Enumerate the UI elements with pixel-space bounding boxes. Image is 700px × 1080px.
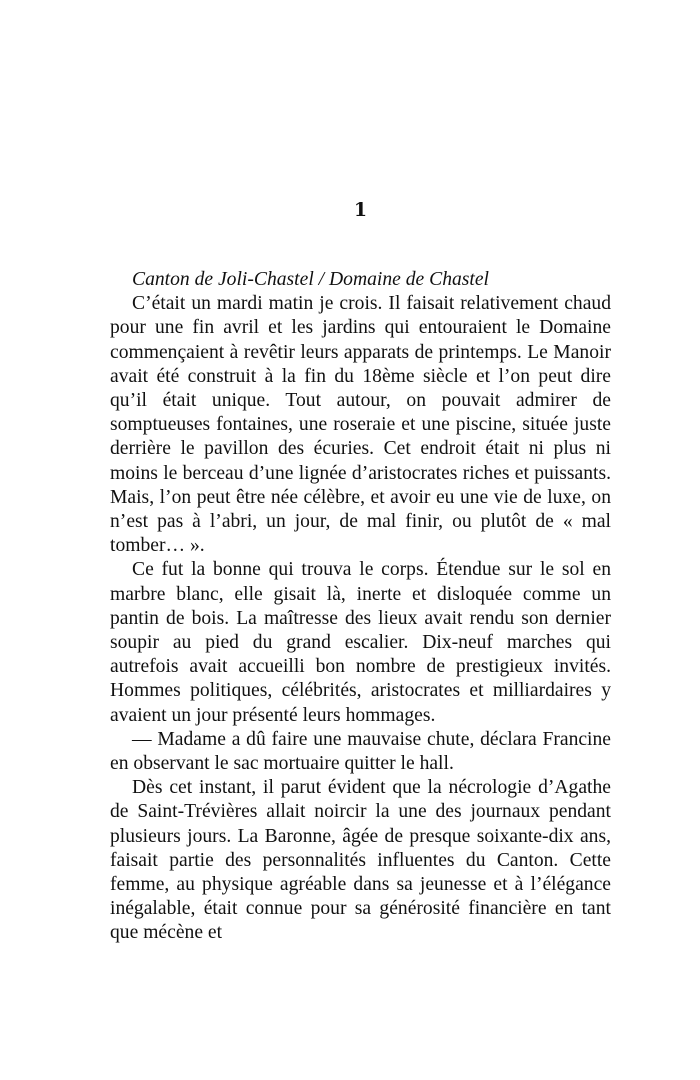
chapter-text [110,268,611,946]
paragraph: C’était un mardi matin je crois. Il faisait relativement chaud pour une fin avril et les jardins qui entouraient le Domaine commençaient à revêtir leurs apparats de printemps. Le Manoir avait été construit à la fin du 18ème siècle et l’on peut dire qu’il était unique. Tout autour, on pouvait admirer de somptueuses fontaines, une roseraie et une piscine, située juste derrière le pavillon des écuries. Cet endroit était ni plus ni moins le berceau d’une lignée d’aristocrates riches et puissants. Mais, l’on peut être née célèbre, et avoir eu une vie de luxe, on n’est pas à l’abri, un jour, de mal finir, ou plutôt de « mal tomber… ». [110,293,611,557]
paragraph: Ce fut la bonne qui trouva le corps. Étendue sur le sol en marbre blanc, elle gisait là, inerte et disloquée comme un pantin de bois. La maîtresse des lieux avait rendu son dernier soupir au pied du grand escalier. Dix-neuf marches qui autrefois avait accueilli bon nombre de prestigieux invités. Hommes politiques, célébrités, aristocrates et milliardaires y avaient un jour présenté leurs hommages. [110,559,611,726]
chapter-location: Canton de Joli-Chastel / Domaine de Chastel [132,269,490,290]
chapter-number: 1 [353,199,368,221]
paragraph-dialogue: — Madame a dû faire une mauvaise chute, déclara Francine en observant le sac mortuaire quitter le hall. [110,728,611,775]
paragraph: Dès cet instant, il parut évident que la nécrologie d’Agathe de Saint-Trévières allait noircir la une des journaux pendant plusieurs jours. La Baronne, âgée de presque soixante-dix ans, faisait partie des personnalités influentes du Canton. Cette femme, au physique agréable dans sa jeunesse et à l’élégance inégalable, était connue pour sa générosité financière en tant que mécène et [110,777,611,944]
book-page [110,0,611,1080]
